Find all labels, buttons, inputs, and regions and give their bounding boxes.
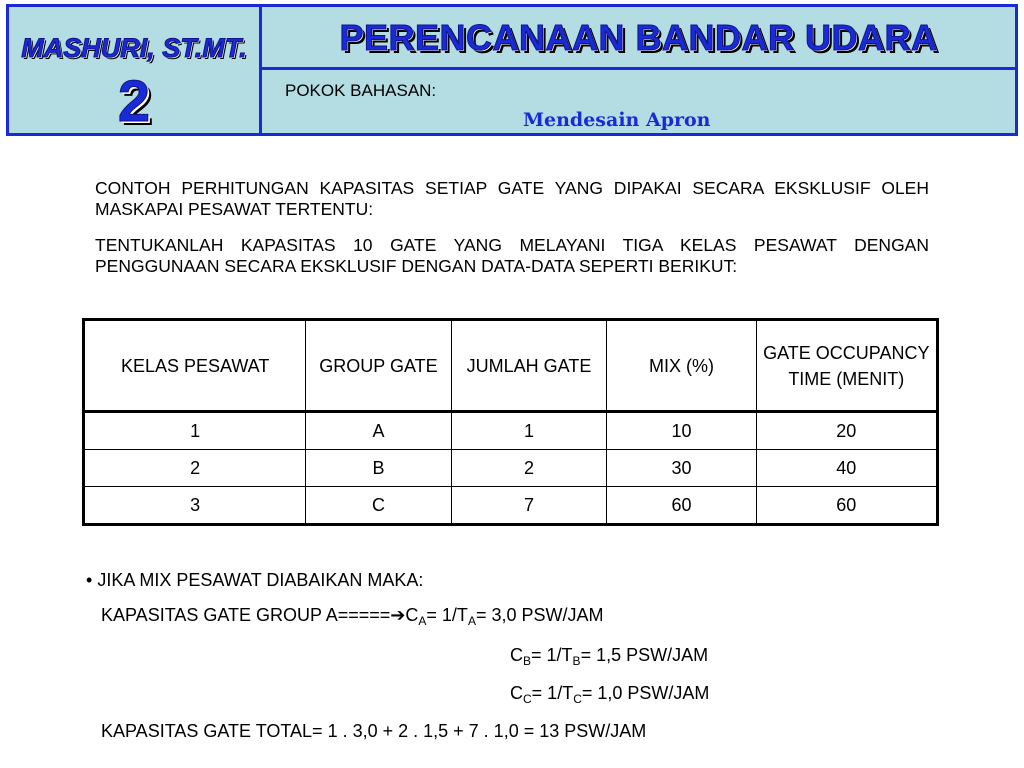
topic-value: Mendesain Apron — [523, 109, 711, 131]
bullet-icon: • — [86, 570, 93, 590]
capacity-group-a-line — [101, 605, 604, 628]
cc-symbol: C — [510, 683, 523, 703]
table-cell: A — [306, 412, 451, 450]
ca-result: = 3,0 PSW/JAM — [475, 605, 604, 625]
group-a-prefix: KAPASITAS GATE GROUP A===== — [101, 605, 391, 625]
tb-subscript: B — [572, 654, 581, 668]
bullet-line — [86, 570, 423, 591]
cc-mid: = 1/T — [531, 683, 574, 703]
intro-paragraph: CONTOH PERHITUNGAN KAPASITAS SETIAP GATE YANG DIPAKAI SECARA EKSKLUSIF OLEH MASKAPAI PESAWAT TERTENTU: — [95, 178, 929, 219]
author-name: MASHURI, ST.MT. — [21, 33, 247, 63]
table-header-row — [84, 320, 938, 412]
table-cell: 40 — [756, 450, 937, 487]
cc-result: = 1,0 PSW/JAM — [581, 683, 710, 703]
table-cell: 1 — [84, 412, 306, 450]
header-mix: MIX (%) — [607, 320, 756, 412]
table-cell: B — [306, 450, 451, 487]
right-arrow-icon: ➔ — [390, 605, 406, 626]
slide-title: PERENCANAAN BANDAR UDARA — [339, 17, 938, 58]
table-cell: 1 — [451, 412, 607, 450]
ca-subscript: A — [418, 614, 427, 628]
bullet-text: JIKA MIX PESAWAT DIABAIKAN MAKA: — [97, 570, 424, 590]
topic-label: POKOK BAHASAN: — [285, 81, 437, 100]
cb-symbol: C — [510, 645, 523, 665]
table-cell: 10 — [607, 412, 756, 450]
table-row — [84, 412, 938, 450]
capacity-group-b-line — [510, 645, 708, 668]
header-horizontal-divider — [262, 67, 1015, 70]
tc-subscript: C — [573, 692, 582, 706]
ta-subscript: A — [467, 614, 476, 628]
table-cell: 30 — [607, 450, 756, 487]
cb-subscript: B — [523, 654, 532, 668]
cc-subscript: C — [523, 692, 532, 706]
table-row — [84, 487, 938, 525]
cb-mid: = 1/T — [531, 645, 573, 665]
header-kelas-pesawat: KELAS PESAWAT — [84, 320, 306, 412]
chapter-number: 2 — [117, 69, 151, 134]
table-cell: 7 — [451, 487, 607, 525]
table-cell: 60 — [607, 487, 756, 525]
header-group-gate: GROUP GATE — [306, 320, 451, 412]
table-cell: 2 — [451, 450, 607, 487]
table-row — [84, 450, 938, 487]
gate-data-table — [82, 318, 939, 526]
table-cell: 20 — [756, 412, 937, 450]
table-cell: 3 — [84, 487, 306, 525]
capacity-group-c-line — [510, 683, 709, 706]
ca-mid: = 1/T — [426, 605, 468, 625]
table-cell: 60 — [756, 487, 937, 525]
header-jumlah-gate: JUMLAH GATE — [451, 320, 607, 412]
header-gate-occupancy-time: GATE OCCUPANCY TIME (MENIT) — [756, 320, 937, 412]
slide-header — [6, 4, 1018, 136]
table-cell: C — [306, 487, 451, 525]
problem-paragraph: TENTUKANLAH KAPASITAS 10 GATE YANG MELAYANI TIGA KELAS PESAWAT DENGAN PENGGUNAAN SECARA EKSKLUSIF DENGAN DATA-DATA SEPERTI BERIKUT: — [95, 235, 929, 276]
total-capacity-line: KAPASITAS GATE TOTAL= 1 . 3,0 + 2 . 1,5 + 7 . 1,0 = 13 PSW/JAM — [101, 721, 647, 741]
ca-symbol: C — [405, 605, 419, 625]
table-cell: 2 — [84, 450, 306, 487]
cb-result: = 1,5 PSW/JAM — [580, 645, 709, 665]
